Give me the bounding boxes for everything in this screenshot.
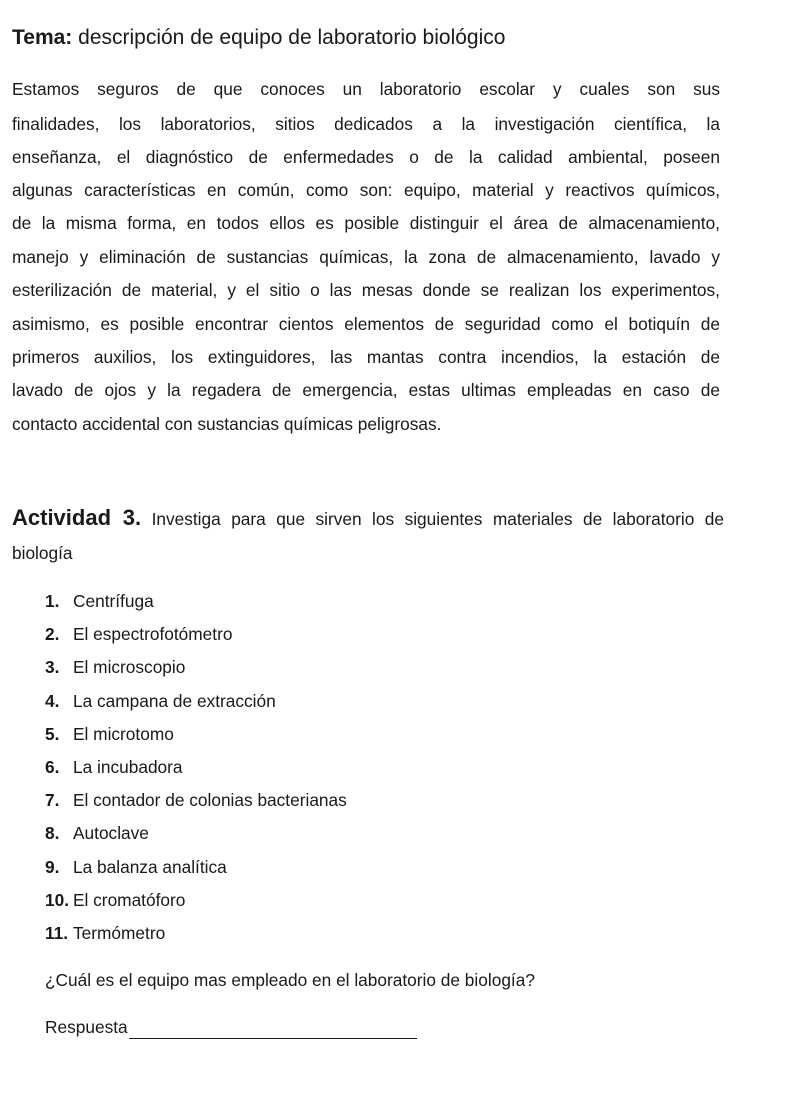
list-text: Centrífuga (73, 591, 154, 611)
title-label: Tema: (12, 26, 73, 49)
list-item (45, 788, 347, 821)
list-number: 10. (45, 889, 70, 910)
list-text: La balanza analítica (73, 856, 227, 877)
page-title (12, 24, 505, 52)
answer-blank-line[interactable] (129, 1020, 417, 1039)
answer-row (45, 1015, 417, 1039)
list-text: El microscopio (73, 657, 186, 678)
list-text: Autoclave (73, 823, 149, 844)
list-text: Termómetro (73, 922, 166, 943)
list-number: 9. (45, 856, 60, 877)
answer-label: Respuesta (45, 1017, 128, 1037)
list-number: 2. (45, 624, 60, 645)
activity-text-continuation: biología (12, 543, 73, 563)
list-number: 4. (45, 690, 60, 711)
list-number: 6. (45, 756, 60, 777)
intro-line: finalidades, los laboratorios, sitios dedicados a la investigación científica, la (12, 114, 720, 134)
list-text: La campana de extracción (73, 690, 276, 711)
intro-line: lavado de ojos y la regadera de emergencia, estas ultimas empleadas en caso de (12, 380, 720, 400)
intro-line: de la misma forma, en todos ellos es posible distinguir el área de almacenamiento, (12, 213, 720, 233)
intro-line: primeros auxilios, los extinguidores, las mantas contra incendios, la estación de (12, 347, 720, 367)
list-item (45, 722, 347, 755)
list-item (45, 888, 347, 921)
materials-list (45, 589, 347, 954)
list-text: El microtomo (73, 723, 174, 744)
list-item (45, 689, 347, 722)
list-number: 8. (45, 823, 60, 844)
activity-text: Investiga para que sirven los siguientes materiales de laboratorio de (151, 509, 724, 529)
list-text: El cromatóforo (73, 889, 186, 910)
activity-heading (12, 504, 724, 533)
intro-line: esterilización de material, y el sitio o las mesas donde se realizan los experimentos, (12, 280, 720, 300)
intro-line: enseñanza, el diagnóstico de enfermedades o de la calidad ambiental, poseen (12, 147, 720, 167)
intro-line: Estamos seguros de que conoces un laboratorio escolar y cuales son sus (12, 79, 720, 99)
list-number: 3. (45, 657, 60, 678)
list-item (45, 622, 347, 655)
intro-line: algunas características en común, como son: equipo, material y reactivos químicos, (12, 180, 720, 200)
list-item (45, 655, 347, 688)
list-text: El contador de colonias bacterianas (73, 790, 347, 811)
list-number: 11. (45, 922, 69, 943)
intro-line: manejo y eliminación de sustancias químicas, la zona de almacenamiento, lavado y (12, 247, 720, 267)
list-item (45, 921, 347, 954)
list-item (45, 821, 347, 854)
list-item (45, 589, 347, 622)
question-text: ¿Cuál es el equipo mas empleado en el laboratorio de biología? (45, 970, 535, 990)
activity-label: Actividad 3. (12, 505, 142, 530)
list-text: La incubadora (73, 756, 183, 777)
list-text: El espectrofotómetro (73, 624, 233, 645)
list-item (45, 855, 347, 888)
list-number: 1. (45, 591, 60, 611)
intro-line: contacto accidental con sustancias químicas peligrosas. (12, 414, 442, 434)
list-number: 7. (45, 790, 60, 811)
list-item (45, 755, 347, 788)
title-text: descripción de equipo de laboratorio biológico (78, 26, 506, 49)
intro-line: asimismo, es posible encontrar cientos elementos de seguridad como el botiquín de (12, 314, 720, 334)
list-number: 5. (45, 723, 60, 744)
